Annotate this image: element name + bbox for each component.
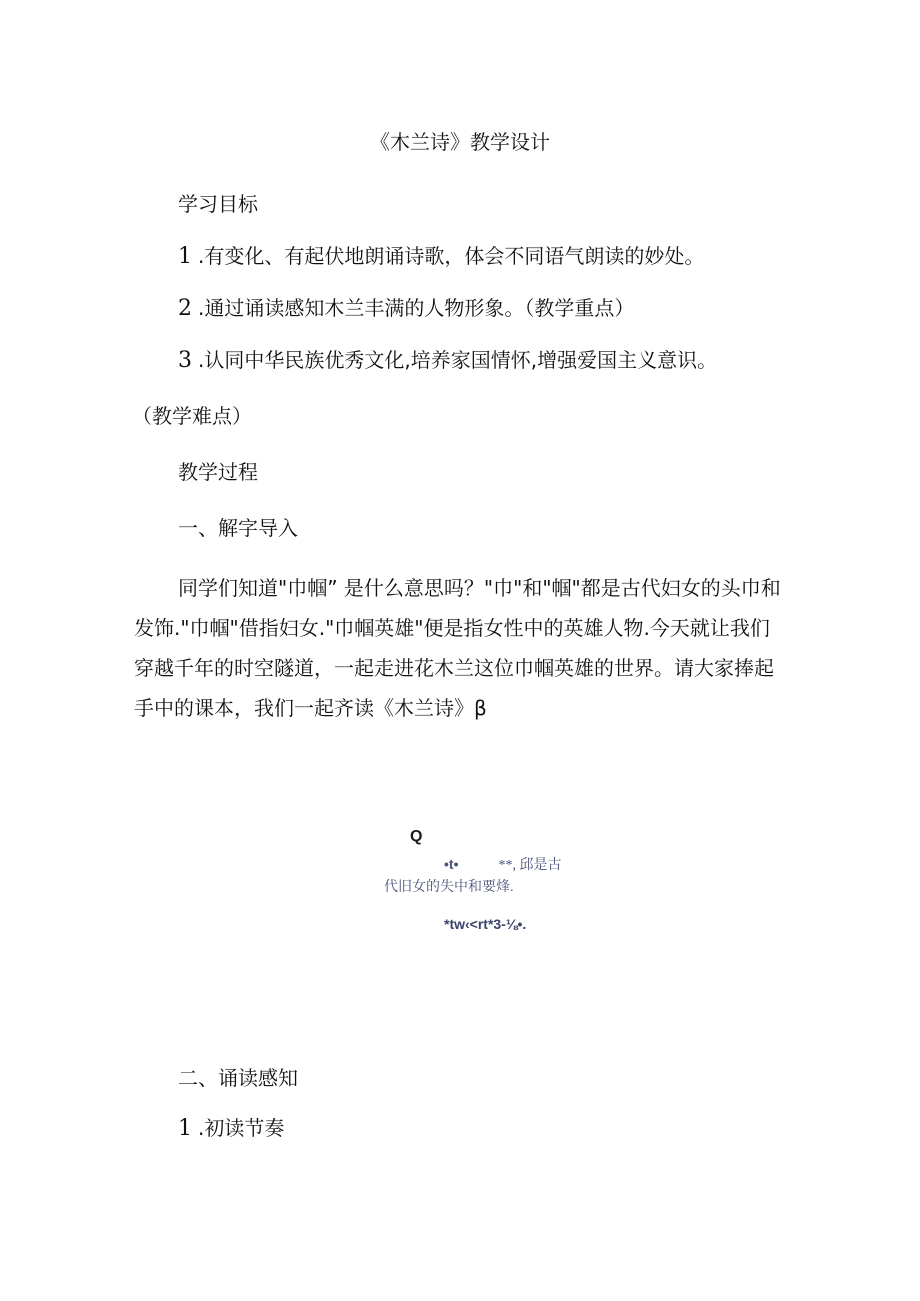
figure-q-label: Q: [410, 828, 423, 845]
figure-line-2: 代旧女的失中和要烽.: [384, 880, 514, 895]
section1-paragraph: [134, 568, 794, 728]
section2-item-1: [178, 1114, 284, 1143]
objective-3-continuation: （教学难点）: [132, 404, 252, 428]
process-heading: 教学过程: [178, 460, 258, 484]
objective-item-2: [178, 294, 634, 323]
objective-text: .认同中华民族优秀文化,培养家国情怀,增强爱国主义意识。: [198, 348, 718, 372]
objective-text: .有变化、有起伏地朗诵诗歌，体会不同语气朗读的妙处。: [198, 244, 705, 268]
figure-line-1a: •t•: [444, 856, 459, 872]
objective-number: 1: [178, 244, 192, 269]
objectives-heading: 学习目标: [178, 192, 258, 216]
objective-item-1: [178, 242, 704, 271]
objective-text: .通过诵读感知木兰丰满的人物形象。（教学重点）: [198, 296, 635, 320]
paragraph-line: 同学们知道"巾帼” 是什么意思吗？"巾"和"帼"都是古代妇女的头巾和: [178, 576, 781, 600]
document-title: 《木兰诗》教学设计: [370, 130, 550, 154]
section1-heading: 一、解字导入: [178, 516, 298, 540]
paragraph-line: 发饰."巾帼"借指妇女."巾帼英雄"便是指女性中的英雄人物.今天就让我们: [134, 616, 770, 640]
figure-line-1b: **, 邱是古: [498, 858, 562, 873]
embedded-figure: [370, 820, 600, 950]
item-number: 1: [178, 1116, 192, 1141]
objective-item-3: [178, 346, 717, 375]
objective-number: 2: [178, 296, 192, 321]
figure-line-3: *tw‹<rt*3-⅛•.: [444, 916, 527, 932]
paragraph-line: 手中的课本，我们一起齐读《木兰诗》β: [134, 696, 487, 720]
item-text: .初读节奏: [198, 1116, 285, 1140]
section2-heading: 二、诵读感知: [178, 1066, 298, 1090]
paragraph-line: 穿越千年的时空隧道，一起走进花木兰这位巾帼英雄的世界。请大家捧起: [134, 656, 774, 680]
objective-number: 3: [178, 348, 192, 373]
figure-line-1: [444, 854, 561, 874]
